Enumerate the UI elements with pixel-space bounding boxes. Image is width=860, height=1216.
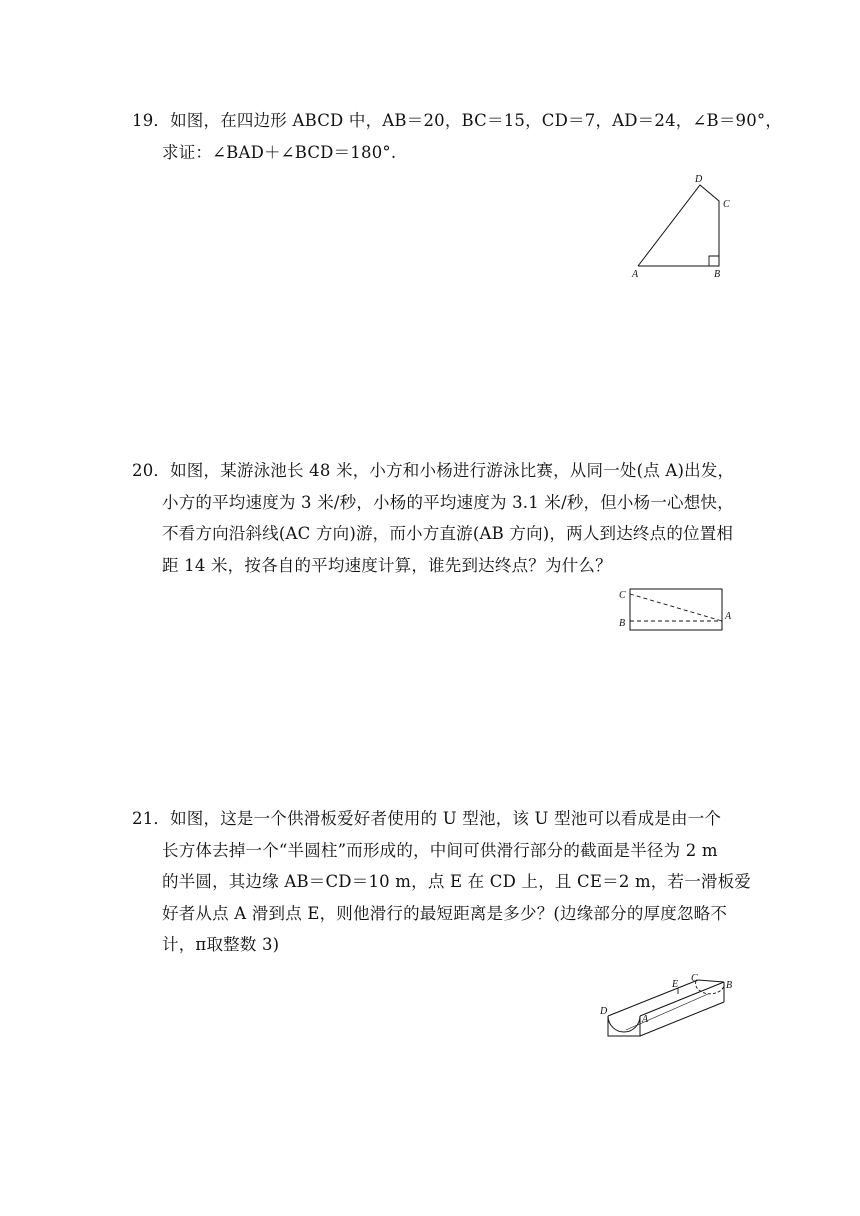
problem-20-line-1: 20．如图，某游泳池长 48 米，小方和小杨进行游泳比赛，从同一处(点 A)出发， [132,455,732,487]
problem-20-number: 20． [132,461,171,480]
problem-19-line-2: 求证：∠BAD＋∠BCD＝180°. [162,142,397,162]
figure-19-label-d: D [695,174,703,185]
figure-21-label-c: C [691,973,698,984]
problem-21-line-2: 长方体去掉一个“半圆柱”而形成的，中间可供滑行部分的截面是半径为 2 m [162,840,718,860]
problem-20 [132,455,735,581]
problem-19-line-1: 19．如图，在四边形 ABCD 中，AB＝20，BC＝15，CD＝7，AD＝24，∠B＝90°， [132,105,732,137]
figure-19-label-b: B [714,269,721,280]
problem-21-line-1: 21．如图，这是一个供滑板爱好者使用的 U 型池，该 U 型池可以看成是由一个 [132,803,732,835]
figure-20-label-a: A [725,611,732,622]
figure-20-label-c: C [619,590,626,601]
figure-19-quadrilateral [620,170,740,285]
figure-21-u-pool [596,972,746,1044]
problem-20-line-3: 不看方向沿斜线(AC 方向)游，而小方直游(AB 方向)，两人到达终点的位置相 [162,524,734,543]
problem-20-line-2: 小方的平均速度为 3 米/秒，小杨的平均速度为 3.1 米/秒，但小杨一心想快， [162,492,734,512]
figure-21-label-e: E [672,979,679,990]
figure-21-label-a: A [642,1014,649,1025]
figure-20-pool [612,582,742,637]
figure-19-label-c: C [723,199,730,210]
problem-19-number: 19． [132,111,171,130]
figure-21-label-d: D [600,1006,608,1017]
problem-21-number: 21． [132,809,171,828]
figure-20-label-b: B [619,618,626,629]
problem-21-line-4: 好者从点 A 滑到点 E，则他滑行的最短距离是多少？(边缘部分的厚度忽略不 [162,903,728,923]
problem-21 [132,803,752,961]
problem-21-line-5: 计，π取整数 3) [162,935,280,954]
problem-19 [132,105,783,168]
problem-20-line-4: 距 14 米，按各自的平均速度计算，谁先到达终点？为什么？ [162,555,612,575]
figure-21-label-b: B [726,980,733,991]
figure-19-label-a: A [632,269,639,280]
problem-21-line-3: 的半圆，其边缘 AB＝CD＝10 m，点 E 在 CD 上，且 CE＝2 m，若一滑板爱 [162,872,752,891]
